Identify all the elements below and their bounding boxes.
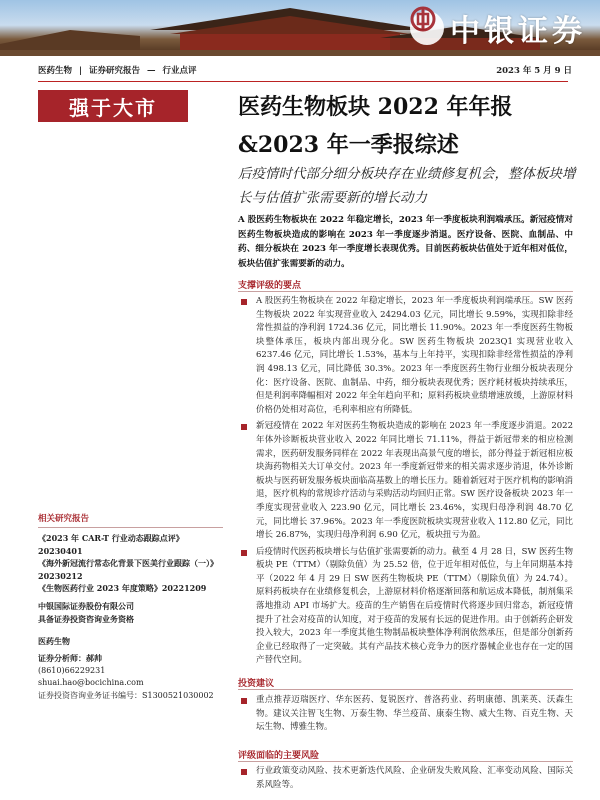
section-divider xyxy=(238,291,573,292)
report-date: 2023 年 5 月 9 日 xyxy=(496,66,572,76)
risk-list xyxy=(238,765,573,795)
point-text: 后疫情时代医药板块增长与估值扩张需要新的动力。截至 4 月 28 日，SW 医药生物板块 PE（TTM）（剔除负值）为 25.52 倍，位于近年相对低位，与上年同期基本持平（2022 年 4 月 29 日 SW 医药生物板块 PE（TTM）（剔除负值）为 24.74）。原料药板块存在业绩修复机会，上游原材料价格逐渐回落和航运成本降低，制剂集采落地推动 API 市场扩大。疫苗的生产销售在后疫情时代将逐步回归常态，新冠疫情提升了社会对疫苗的认知度，对于疫苗的发展有长远的促进作用。由于创新药企研发投入较大，2023 年一季度其他生物制品板块整体净利润依然承压，但是部分创新药企业已经取得了一定突破。其有产品技术核心竞争力的医疗器械企业也存在一定的国产替代空间。 xyxy=(256,546,573,666)
header-divider xyxy=(38,81,568,82)
meta-item: 医药生物 xyxy=(38,66,73,76)
company-qualification: 具备证券投资咨询业务资格 xyxy=(38,613,134,624)
meta-item: 证券研究报告 xyxy=(89,66,141,76)
analyst-email[interactable]: shuai.hao@bocichina.com xyxy=(38,678,144,687)
list-item xyxy=(238,295,573,417)
analyst-info xyxy=(38,652,223,702)
section-heading: 评级面临的主要风险 xyxy=(238,751,320,761)
report-category xyxy=(38,64,201,76)
meta-item: — xyxy=(147,66,156,76)
investment-list xyxy=(238,694,573,738)
report-title: 医药生物板块 2022 年年报&2023 年一季报综述 xyxy=(238,94,513,158)
bullet-square-icon xyxy=(241,698,247,704)
analyst-phone: (8610)66229231 xyxy=(38,665,106,675)
section-divider xyxy=(238,761,573,762)
analyst-name: 证券分析师：郝帅 xyxy=(38,653,102,663)
company-info xyxy=(38,600,223,648)
related-reports xyxy=(38,512,223,595)
section-divider xyxy=(238,689,573,690)
list-item xyxy=(238,546,573,668)
bullet-square-icon xyxy=(241,550,247,556)
related-heading: 相关研究报告 xyxy=(38,514,90,524)
section-divider xyxy=(38,527,223,528)
report-meta-bar xyxy=(0,60,600,80)
related-report-link[interactable]: 《2023 年 CAR-T 行业动态跟踪点评》20230401 xyxy=(38,533,184,556)
report-subtitle: 后疫情时代部分细分板块存在业绩修复机会，整体板块增长与估值扩张需要新的增长动力 xyxy=(238,166,576,206)
list-item xyxy=(238,694,573,735)
report-summary: A 股医药生物板块在 2022 年稳定增长，2023 年一季度板块利润端承压。新冠疫情对医药生物板块造成的影响在 2023 年一季度逐步消退。医疗设备、医院、血制品、中药、细分板块在 2023 年一季度增长表现优秀。目前医药板块估值处于近年相对低位，板块估值扩张需要新的动力。 xyxy=(238,215,573,269)
list-item xyxy=(238,765,573,792)
section-heading: 支撑评级的要点 xyxy=(238,281,302,291)
boc-logo-icon xyxy=(410,11,444,45)
key-points-list xyxy=(238,295,573,671)
point-text: 新冠疫情在 2022 年对医药生物板块造成的影响在 2023 年一季度逐步消退。2022 年体外诊断板块营业收入 2022 年同比增长 71.11%，得益于新冠带来的相应检测需求，医药研发服务同样在 2022 年表现出高景气度的增长，部分得益于新冠相应板块海药物相关大订单交付。2023 年一季度新冠带来的相关需求逐步消退，体外诊断板块与医药研发服务板块面临高基数上的增长压力。随着新冠对于医疗机构的影响消退，医疗机构的常规诊疗活动与采购活动均回归正常。SW 医疗设备板块 2023 年一季度实现营业收入 223.90 亿元，同比增长 23.46%，实现归母净利润 48.70 亿元，同比增长 37.96%。2023 年一季度医院板块实现营业收入 112.80 亿元，同比增长 26.87%，实现归母净利润 6.90 亿元，板块扭亏为盈。 xyxy=(256,421,573,541)
bullet-square-icon xyxy=(241,424,247,430)
rating-badge: 强于大市 xyxy=(38,90,188,122)
analyst-certificate: 证券投资咨询业务证书编号：S1300521030002 xyxy=(38,690,214,700)
risk-text: 行业政策变动风险、技术更新迭代风险、企业研发失败风险、汇率变动风险、国际关系风险等。 xyxy=(256,766,573,790)
header-banner xyxy=(0,0,600,56)
list-item xyxy=(238,420,573,542)
brand-logo xyxy=(410,6,586,50)
point-text: A 股医药生物板块在 2022 年稳定增长，2023 年一季度板块利润端承压。SW 医药生物板块 2022 年实现营业收入 24294.03 亿元，同比增长 9.59%，实现扣除非经常性损益的净利润 1724.36 亿元，同比增长 11.90%。2023 年一季度医药生物板块整体承压，板块内部出现分化。SW 医药生物板块 2023Q1 实现营业收入 6237.46 亿元，同比增长 1.53%，基本与上年持平，实现扣除非经常性损益的净利润 498.13 亿元，同比降低 30.3%。2023 年一季度医药生物行业细分板块表现分化：医疗设备、医院、血制品、中药，细分板块表现优秀；医疗耗材板块持续承压，但是利润率降幅相对 2022 年全年趋向平和；原料药板块业绩增速放缓，上游原材料价格仍处相对高位，毛利率相应有所降低。 xyxy=(256,296,573,415)
meta-item: 行业点评 xyxy=(162,66,197,76)
investment-text: 重点推荐迈瑞医疗、华东医药、复锐医疗、普洛药业、药明康德、凯莱英、沃森生物。建议关注智飞生物、万泰生物、华兰疫苗、康泰生物、威大生物、百克生物、天坛生物、博雅生物。 xyxy=(256,695,573,733)
company-name: 中银国际证券股份有限公司 xyxy=(38,601,134,611)
meta-item: | xyxy=(78,66,83,76)
sector-label: 医药生物 xyxy=(38,636,70,646)
related-report-link[interactable]: 《海外新冠流行常态化背景下医美行业跟踪（一）》20230212 xyxy=(38,558,218,581)
related-report-link[interactable]: 《生物医药行业 2023 年度策略》20221209 xyxy=(38,583,207,593)
brand-name: 中银证券 xyxy=(450,14,586,49)
section-heading: 投资建议 xyxy=(238,679,275,689)
bullet-square-icon xyxy=(241,299,247,305)
bullet-square-icon xyxy=(241,769,247,775)
